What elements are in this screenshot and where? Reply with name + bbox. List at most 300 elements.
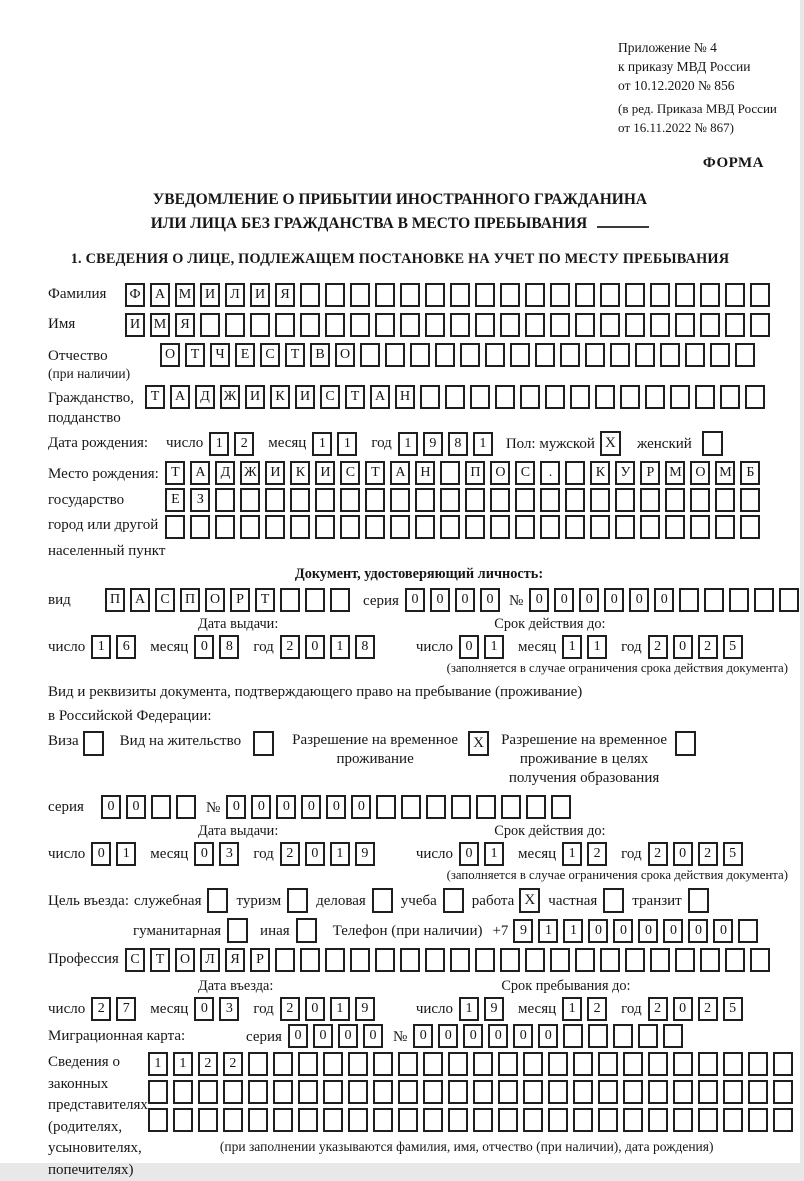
form-cell[interactable] <box>573 1080 593 1104</box>
form-cell[interactable]: 2 <box>648 842 668 866</box>
form-cell[interactable] <box>298 1052 318 1076</box>
form-cell[interactable] <box>448 1080 468 1104</box>
form-cell[interactable] <box>690 488 710 512</box>
form-cell[interactable] <box>551 795 571 819</box>
form-cell[interactable]: 1 <box>312 432 332 456</box>
form-cell[interactable] <box>748 1080 768 1104</box>
form-cell[interactable] <box>575 948 595 972</box>
form-cell[interactable] <box>298 1080 318 1104</box>
form-cell[interactable] <box>250 313 270 337</box>
form-cell[interactable]: 2 <box>280 635 300 659</box>
form-cell[interactable]: А <box>190 461 210 485</box>
form-cell[interactable] <box>465 515 485 539</box>
form-cell[interactable]: 0 <box>313 1024 333 1048</box>
form-cell[interactable]: М <box>715 461 735 485</box>
form-cell[interactable] <box>451 795 471 819</box>
form-cell[interactable] <box>265 515 285 539</box>
form-cell[interactable] <box>470 385 490 409</box>
form-cell[interactable]: 9 <box>423 432 443 456</box>
form-cell[interactable] <box>398 1080 418 1104</box>
form-cell[interactable]: 8 <box>219 635 239 659</box>
form-cell[interactable] <box>598 1052 618 1076</box>
form-cell[interactable] <box>298 1108 318 1132</box>
form-cell[interactable]: 0 <box>673 842 693 866</box>
form-cell[interactable] <box>315 515 335 539</box>
form-cell[interactable]: И <box>250 283 270 307</box>
form-cell[interactable]: 0 <box>554 588 574 612</box>
form-cell[interactable]: 1 <box>330 635 350 659</box>
form-cell[interactable] <box>725 313 745 337</box>
form-cell[interactable] <box>615 488 635 512</box>
form-cell[interactable]: П <box>180 588 200 612</box>
form-cell[interactable] <box>450 313 470 337</box>
form-cell[interactable] <box>650 283 670 307</box>
form-cell[interactable]: 9 <box>484 997 504 1021</box>
form-cell[interactable] <box>525 313 545 337</box>
form-cell[interactable] <box>548 1108 568 1132</box>
form-cell[interactable]: А <box>150 283 170 307</box>
form-cell[interactable]: 9 <box>513 919 533 943</box>
form-cell[interactable]: 5 <box>723 635 743 659</box>
form-cell[interactable]: 1 <box>563 919 583 943</box>
form-cell[interactable] <box>698 1080 718 1104</box>
form-cell[interactable]: 0 <box>405 588 425 612</box>
form-cell[interactable] <box>410 343 430 367</box>
form-cell[interactable]: И <box>295 385 315 409</box>
form-cell[interactable] <box>550 313 570 337</box>
form-cell[interactable] <box>635 343 655 367</box>
form-cell[interactable] <box>640 515 660 539</box>
form-cell[interactable]: 1 <box>562 635 582 659</box>
form-cell[interactable] <box>151 795 171 819</box>
form-cell[interactable]: 0 <box>438 1024 458 1048</box>
form-cell[interactable] <box>460 343 480 367</box>
form-cell[interactable]: 0 <box>194 635 214 659</box>
purpose-business-checkbox[interactable] <box>372 888 393 913</box>
form-cell[interactable] <box>273 1052 293 1076</box>
form-cell[interactable] <box>750 313 770 337</box>
form-cell[interactable] <box>350 948 370 972</box>
form-cell[interactable] <box>540 515 560 539</box>
form-cell[interactable] <box>673 1052 693 1076</box>
form-cell[interactable] <box>340 515 360 539</box>
form-cell[interactable]: 8 <box>448 432 468 456</box>
form-cell[interactable]: 9 <box>355 842 375 866</box>
form-cell[interactable] <box>325 313 345 337</box>
form-cell[interactable] <box>523 1080 543 1104</box>
purpose-work-checkbox[interactable]: X <box>519 888 540 913</box>
form-cell[interactable] <box>648 1052 668 1076</box>
form-cell[interactable] <box>485 343 505 367</box>
form-cell[interactable] <box>401 795 421 819</box>
form-cell[interactable]: 0 <box>459 842 479 866</box>
form-cell[interactable] <box>590 488 610 512</box>
form-cell[interactable] <box>585 343 605 367</box>
form-cell[interactable]: Л <box>200 948 220 972</box>
form-cell[interactable]: 0 <box>305 635 325 659</box>
form-cell[interactable]: 0 <box>413 1024 433 1048</box>
form-cell[interactable] <box>500 948 520 972</box>
form-cell[interactable] <box>240 515 260 539</box>
form-cell[interactable]: Я <box>225 948 245 972</box>
form-cell[interactable] <box>323 1052 343 1076</box>
form-cell[interactable] <box>623 1052 643 1076</box>
form-cell[interactable]: С <box>515 461 535 485</box>
form-cell[interactable]: Е <box>235 343 255 367</box>
form-cell[interactable] <box>375 948 395 972</box>
form-cell[interactable]: К <box>270 385 290 409</box>
form-cell[interactable]: 0 <box>654 588 674 612</box>
form-cell[interactable] <box>660 343 680 367</box>
form-cell[interactable] <box>498 1080 518 1104</box>
form-cell[interactable]: 0 <box>613 919 633 943</box>
form-cell[interactable]: Т <box>345 385 365 409</box>
form-cell[interactable] <box>638 1024 658 1048</box>
form-cell[interactable]: 5 <box>723 842 743 866</box>
form-cell[interactable]: Ф <box>125 283 145 307</box>
form-cell[interactable] <box>645 385 665 409</box>
form-cell[interactable]: 0 <box>459 635 479 659</box>
form-cell[interactable] <box>725 948 745 972</box>
form-cell[interactable]: И <box>200 283 220 307</box>
form-cell[interactable] <box>490 488 510 512</box>
form-cell[interactable] <box>390 488 410 512</box>
form-cell[interactable]: 0 <box>301 795 321 819</box>
form-cell[interactable] <box>623 1108 643 1132</box>
form-cell[interactable]: 2 <box>648 635 668 659</box>
form-cell[interactable] <box>365 515 385 539</box>
form-cell[interactable] <box>520 385 540 409</box>
form-cell[interactable]: Е <box>165 488 185 512</box>
form-cell[interactable]: Д <box>195 385 215 409</box>
form-cell[interactable] <box>548 1080 568 1104</box>
form-cell[interactable]: 2 <box>587 997 607 1021</box>
form-cell[interactable]: 0 <box>91 842 111 866</box>
form-cell[interactable] <box>523 1108 543 1132</box>
form-cell[interactable] <box>198 1080 218 1104</box>
form-cell[interactable] <box>613 1024 633 1048</box>
form-cell[interactable]: Ч <box>210 343 230 367</box>
form-cell[interactable]: 1 <box>116 842 136 866</box>
form-cell[interactable] <box>415 515 435 539</box>
form-cell[interactable]: 0 <box>101 795 121 819</box>
form-cell[interactable] <box>423 1108 443 1132</box>
form-cell[interactable]: Я <box>275 283 295 307</box>
form-cell[interactable] <box>348 1080 368 1104</box>
form-cell[interactable] <box>426 795 446 819</box>
form-cell[interactable] <box>373 1108 393 1132</box>
form-cell[interactable] <box>685 343 705 367</box>
form-cell[interactable] <box>729 588 749 612</box>
form-cell[interactable]: Д <box>215 461 235 485</box>
form-cell[interactable]: 1 <box>173 1052 193 1076</box>
form-cell[interactable]: 0 <box>326 795 346 819</box>
form-cell[interactable]: 0 <box>351 795 371 819</box>
form-cell[interactable]: Б <box>740 461 760 485</box>
form-cell[interactable] <box>754 588 774 612</box>
form-cell[interactable] <box>545 385 565 409</box>
form-cell[interactable] <box>623 1080 643 1104</box>
form-cell[interactable] <box>725 283 745 307</box>
form-cell[interactable]: 0 <box>338 1024 358 1048</box>
form-cell[interactable] <box>240 488 260 512</box>
form-cell[interactable] <box>673 1080 693 1104</box>
form-cell[interactable] <box>385 343 405 367</box>
form-cell[interactable] <box>275 313 295 337</box>
form-cell[interactable]: И <box>265 461 285 485</box>
form-cell[interactable]: У <box>615 461 635 485</box>
form-cell[interactable] <box>663 1024 683 1048</box>
form-cell[interactable] <box>715 515 735 539</box>
form-cell[interactable]: 0 <box>126 795 146 819</box>
form-cell[interactable] <box>440 488 460 512</box>
form-cell[interactable] <box>573 1108 593 1132</box>
form-cell[interactable]: 0 <box>529 588 549 612</box>
form-cell[interactable] <box>600 283 620 307</box>
form-cell[interactable]: П <box>105 588 125 612</box>
form-cell[interactable]: З <box>190 488 210 512</box>
form-cell[interactable] <box>738 919 758 943</box>
form-cell[interactable]: 0 <box>688 919 708 943</box>
form-cell[interactable] <box>198 1108 218 1132</box>
form-cell[interactable]: 1 <box>330 842 350 866</box>
form-cell[interactable]: 0 <box>305 997 325 1021</box>
form-cell[interactable] <box>420 385 440 409</box>
purpose-humanitarian-checkbox[interactable] <box>227 918 248 943</box>
form-cell[interactable] <box>448 1108 468 1132</box>
form-cell[interactable]: 2 <box>91 997 111 1021</box>
form-cell[interactable] <box>748 1052 768 1076</box>
form-cell[interactable] <box>215 488 235 512</box>
form-cell[interactable] <box>690 515 710 539</box>
form-cell[interactable] <box>710 343 730 367</box>
form-cell[interactable]: А <box>170 385 190 409</box>
form-cell[interactable]: 1 <box>562 842 582 866</box>
form-cell[interactable] <box>165 515 185 539</box>
temp-permit-checkbox[interactable]: X <box>468 731 489 756</box>
form-cell[interactable] <box>750 283 770 307</box>
form-cell[interactable] <box>280 588 300 612</box>
form-cell[interactable]: Р <box>640 461 660 485</box>
form-cell[interactable] <box>450 948 470 972</box>
form-cell[interactable] <box>665 488 685 512</box>
form-cell[interactable] <box>330 588 350 612</box>
form-cell[interactable] <box>275 948 295 972</box>
form-cell[interactable]: 2 <box>198 1052 218 1076</box>
form-cell[interactable]: Л <box>225 283 245 307</box>
form-cell[interactable]: 3 <box>219 842 239 866</box>
form-cell[interactable] <box>440 515 460 539</box>
form-cell[interactable] <box>665 515 685 539</box>
form-cell[interactable] <box>360 343 380 367</box>
form-cell[interactable]: О <box>205 588 225 612</box>
form-cell[interactable] <box>598 1108 618 1132</box>
form-cell[interactable]: 0 <box>713 919 733 943</box>
purpose-tourism-checkbox[interactable] <box>287 888 308 913</box>
form-cell[interactable]: 2 <box>648 997 668 1021</box>
form-cell[interactable] <box>704 588 724 612</box>
form-cell[interactable]: 2 <box>587 842 607 866</box>
form-cell[interactable]: М <box>175 283 195 307</box>
form-cell[interactable] <box>398 1052 418 1076</box>
form-cell[interactable] <box>340 488 360 512</box>
form-cell[interactable] <box>475 948 495 972</box>
form-cell[interactable] <box>673 1108 693 1132</box>
form-cell[interactable]: 0 <box>363 1024 383 1048</box>
form-cell[interactable]: 0 <box>226 795 246 819</box>
purpose-study-checkbox[interactable] <box>443 888 464 913</box>
form-cell[interactable]: 0 <box>638 919 658 943</box>
form-cell[interactable] <box>445 385 465 409</box>
form-cell[interactable] <box>450 283 470 307</box>
form-cell[interactable] <box>476 795 496 819</box>
form-cell[interactable] <box>679 588 699 612</box>
form-cell[interactable] <box>440 461 460 485</box>
form-cell[interactable]: 1 <box>209 432 229 456</box>
form-cell[interactable]: 2 <box>698 997 718 1021</box>
form-cell[interactable]: 0 <box>480 588 500 612</box>
form-cell[interactable]: 0 <box>488 1024 508 1048</box>
form-cell[interactable] <box>523 1052 543 1076</box>
form-cell[interactable]: 1 <box>473 432 493 456</box>
form-cell[interactable] <box>373 1080 393 1104</box>
form-cell[interactable] <box>423 1080 443 1104</box>
form-cell[interactable]: 1 <box>484 635 504 659</box>
form-cell[interactable] <box>550 948 570 972</box>
form-cell[interactable] <box>375 313 395 337</box>
form-cell[interactable] <box>610 343 630 367</box>
form-cell[interactable]: Я <box>175 313 195 337</box>
form-cell[interactable]: 2 <box>280 842 300 866</box>
form-cell[interactable] <box>300 283 320 307</box>
form-cell[interactable] <box>500 283 520 307</box>
form-cell[interactable] <box>573 1052 593 1076</box>
form-cell[interactable]: 0 <box>276 795 296 819</box>
form-cell[interactable]: Т <box>165 461 185 485</box>
form-cell[interactable] <box>695 385 715 409</box>
form-cell[interactable]: И <box>245 385 265 409</box>
form-cell[interactable]: 0 <box>588 919 608 943</box>
form-cell[interactable]: 0 <box>194 997 214 1021</box>
form-cell[interactable]: 1 <box>148 1052 168 1076</box>
form-cell[interactable]: 0 <box>579 588 599 612</box>
form-cell[interactable]: 1 <box>484 842 504 866</box>
form-cell[interactable] <box>350 283 370 307</box>
form-cell[interactable] <box>570 385 590 409</box>
form-cell[interactable]: И <box>125 313 145 337</box>
form-cell[interactable]: Т <box>150 948 170 972</box>
form-cell[interactable] <box>305 588 325 612</box>
form-cell[interactable]: О <box>335 343 355 367</box>
form-cell[interactable] <box>740 515 760 539</box>
form-cell[interactable]: О <box>160 343 180 367</box>
form-cell[interactable] <box>398 1108 418 1132</box>
form-cell[interactable]: . <box>540 461 560 485</box>
form-cell[interactable] <box>373 1052 393 1076</box>
form-cell[interactable] <box>715 488 735 512</box>
form-cell[interactable] <box>365 488 385 512</box>
form-cell[interactable] <box>700 283 720 307</box>
form-cell[interactable]: 2 <box>280 997 300 1021</box>
form-cell[interactable] <box>598 1080 618 1104</box>
form-cell[interactable] <box>779 588 799 612</box>
purpose-private-checkbox[interactable] <box>603 888 624 913</box>
form-cell[interactable] <box>400 313 420 337</box>
form-cell[interactable]: 0 <box>251 795 271 819</box>
form-cell[interactable]: Р <box>250 948 270 972</box>
form-cell[interactable]: С <box>125 948 145 972</box>
form-cell[interactable] <box>625 313 645 337</box>
form-cell[interactable] <box>548 1052 568 1076</box>
form-cell[interactable]: 0 <box>194 842 214 866</box>
form-cell[interactable] <box>563 1024 583 1048</box>
form-cell[interactable]: М <box>150 313 170 337</box>
form-cell[interactable] <box>595 385 615 409</box>
form-cell[interactable]: О <box>175 948 195 972</box>
form-cell[interactable] <box>525 948 545 972</box>
form-cell[interactable] <box>465 488 485 512</box>
form-cell[interactable]: О <box>690 461 710 485</box>
form-cell[interactable]: 1 <box>398 432 418 456</box>
form-cell[interactable]: Р <box>230 588 250 612</box>
form-cell[interactable] <box>475 313 495 337</box>
form-cell[interactable]: 1 <box>538 919 558 943</box>
form-cell[interactable]: С <box>155 588 175 612</box>
form-cell[interactable]: К <box>290 461 310 485</box>
form-cell[interactable]: 5 <box>723 997 743 1021</box>
form-cell[interactable]: 9 <box>355 997 375 1021</box>
form-cell[interactable]: А <box>370 385 390 409</box>
form-cell[interactable] <box>615 515 635 539</box>
purpose-official-checkbox[interactable] <box>207 888 228 913</box>
form-cell[interactable] <box>473 1052 493 1076</box>
form-cell[interactable]: А <box>130 588 150 612</box>
form-cell[interactable]: О <box>490 461 510 485</box>
form-cell[interactable] <box>348 1108 368 1132</box>
form-cell[interactable] <box>375 283 395 307</box>
form-cell[interactable] <box>400 283 420 307</box>
form-cell[interactable]: 3 <box>219 997 239 1021</box>
purpose-other-checkbox[interactable] <box>296 918 317 943</box>
form-cell[interactable] <box>225 313 245 337</box>
form-cell[interactable] <box>200 313 220 337</box>
form-cell[interactable] <box>600 948 620 972</box>
form-cell[interactable] <box>773 1080 793 1104</box>
form-cell[interactable] <box>650 948 670 972</box>
form-cell[interactable]: Ж <box>240 461 260 485</box>
form-cell[interactable]: 0 <box>305 842 325 866</box>
form-cell[interactable] <box>323 1080 343 1104</box>
form-cell[interactable]: 0 <box>430 588 450 612</box>
form-cell[interactable] <box>550 283 570 307</box>
form-cell[interactable]: 0 <box>673 997 693 1021</box>
form-cell[interactable] <box>448 1052 468 1076</box>
form-cell[interactable]: 1 <box>337 432 357 456</box>
gender-female-checkbox[interactable] <box>702 431 723 456</box>
gender-male-checkbox[interactable]: X <box>600 431 621 456</box>
form-cell[interactable] <box>473 1080 493 1104</box>
form-cell[interactable] <box>525 283 545 307</box>
form-cell[interactable]: К <box>590 461 610 485</box>
form-cell[interactable] <box>575 313 595 337</box>
form-cell[interactable]: 1 <box>459 997 479 1021</box>
form-cell[interactable] <box>248 1108 268 1132</box>
form-cell[interactable]: 7 <box>116 997 136 1021</box>
form-cell[interactable] <box>490 515 510 539</box>
form-cell[interactable] <box>648 1108 668 1132</box>
form-cell[interactable] <box>323 1108 343 1132</box>
form-cell[interactable]: 0 <box>673 635 693 659</box>
